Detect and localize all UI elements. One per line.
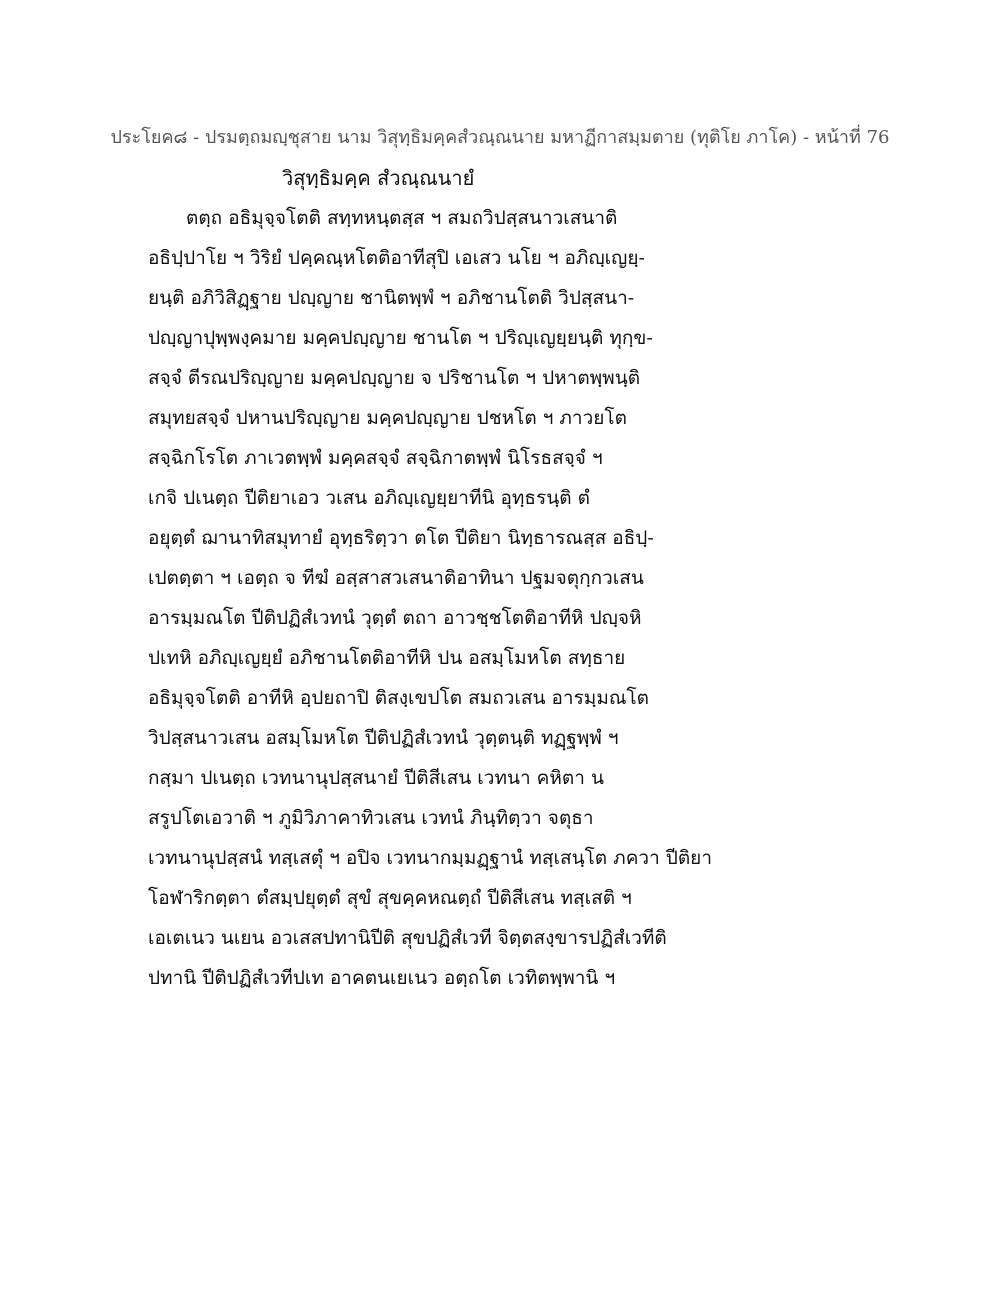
text-line: โอฬาริกตฺตา ตํสมฺปยุตฺตํ สุขํ สุขคฺคหณตฺถํ ปีติสีเสน ทสฺเสติ ฯ xyxy=(148,887,632,909)
text-line: เปตตฺตา ฯ เอตฺถ จ ทีฆํ อสฺสาสวเสนาติอาทินา ปฐมจตุกฺกวเสน xyxy=(148,567,644,589)
text-line: ปญฺญาปุพฺพงฺคมาย มคฺคปญฺญาย ชานโต ฯ ปริญฺเญยฺยนฺติ ทุกฺข- xyxy=(148,327,653,349)
text-line: เกจิ ปเนตฺถ ปีติยาเอว วเสน อภิญฺเญยฺยาทีนิ อุทฺธรนฺติ ตํ xyxy=(148,487,590,509)
text-line: ยนฺติ อภิวิสิฏฺฐาย ปญฺญาย ชานิตพฺพํ ฯ อภิชานโตติ วิปสฺสนา- xyxy=(148,287,635,309)
text-line: อยุตฺตํ ฌานาทิสมุทายํ อุทฺธริตฺวา ตโต ปีติยา นิทฺธารณสฺส อธิปฺ- xyxy=(148,527,654,549)
text-line: กสฺมา ปเนตฺถ เวทนานุปสฺสนายํ ปีติสีเสน เวทนา คหิตา น xyxy=(148,767,604,789)
body-text xyxy=(148,198,748,998)
text-line: ปทานิ ปีติปฏิสํเวทีปเท อาคตนเยเนว อตฺถโต เวทิตพฺพานิ ฯ xyxy=(148,967,616,989)
text-line: เอเตเนว นเยน อวเสสปทานิปีติ สุขปฏิสํเวที จิตฺตสงฺขารปฏิสํเวทีติ xyxy=(148,927,667,949)
text-line: อธิปฺปาโย ฯ วิริยํ ปคฺคณฺหโตติอาทีสุปิ เอเสว นโย ฯ อภิญฺเญยฺ- xyxy=(148,247,645,269)
text-line: สจฺจํ ตีรณปริญฺญาย มคฺคปญฺญาย จ ปริชานโต ฯ ปหาตพฺพนฺติ xyxy=(148,367,641,389)
text-line: สจฺฉิกโรโต ภาเวตพฺพํ มคฺคสจฺจํ สจฺฉิกาตพฺพํ นิโรธสจฺจํ ฯ xyxy=(148,447,603,469)
running-header: ประโยค๘ - ปรมตฺถมญฺชุสาย นาม วิสุทฺธิมคฺคสํวณฺณนาย มหาฏีกาสมฺมตาย (ทุติโย ภาโค) - หน้าที่ 76 xyxy=(110,127,890,148)
text-line: วิปสฺสนาวเสน อสมฺโมหโต ปีติปฏิสํเวทนํ วุตฺตนฺติ ทฏฺฐพฺพํ ฯ xyxy=(148,727,619,749)
text-line: อธิมุจฺจโตติ อาทีหิ อฺปยถาปิ ติสงฺเขปโต สมถวเสน อารมฺมณโต xyxy=(148,687,650,709)
book-title: วิสุทฺธิมคฺค สํวณฺณนายํ xyxy=(282,166,475,190)
text-line: สมุทยสจฺจํ ปหานปริญฺญาย มคฺคปญฺญาย ปชหโต ฯ ภาวยโต xyxy=(148,407,627,429)
text-line: อารมฺมณโต ปีติปฏิสํเวทนํ วุตฺตํ ตถา อาวชฺชโตติอาทีหิ ปญฺจหิ xyxy=(148,607,642,629)
text-line: ตตฺถ อธิมุจฺจโตติ สทฺทหนฺตสฺส ฯ สมถวิปสฺสนาวเสนาติ xyxy=(186,207,618,229)
text-line: เวทนานุปสฺสนํ ทสฺเสตุํ ฯ อปิจ เวทนากมฺมฏฺฐานํ ทสฺเสนฺโต ภควา ปีติยา xyxy=(148,847,712,869)
text-line: สรูปโตเอวาติ ฯ ภูมิวิภาคาทิวเสน เวทนํ ภินฺทิตฺวา จตุธา xyxy=(148,807,594,829)
text-line: ปเทหิ อภิญฺเญยฺยํ อภิชานโตติอาทีหิ ปน อสมฺโมหโต สทฺธาย xyxy=(148,647,626,669)
